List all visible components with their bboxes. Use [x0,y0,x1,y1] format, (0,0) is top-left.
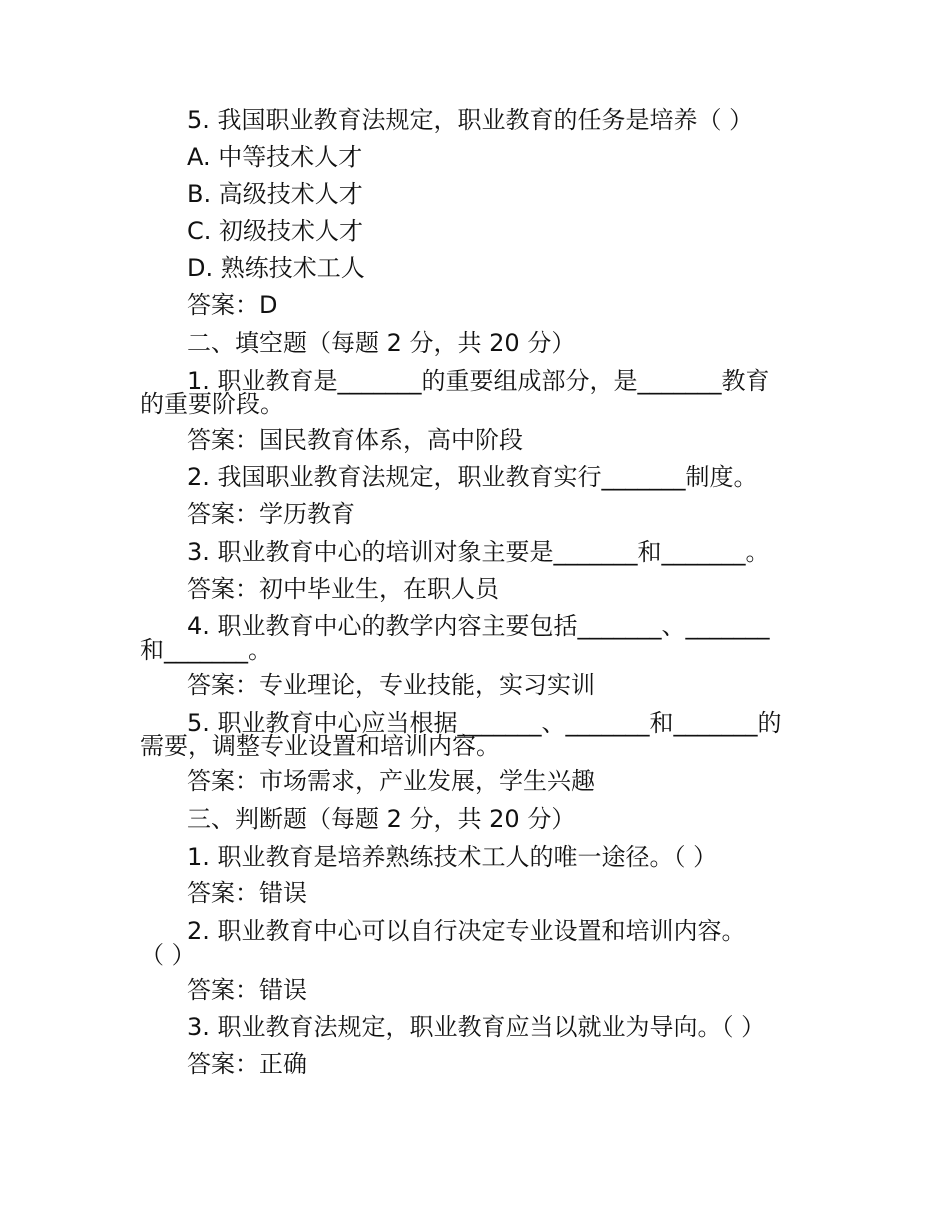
fill-question-4-continued: 和_______。 [140,636,272,664]
question-5-stem: 5. 我国职业教育法规定，职业教育的任务是培养（ ） [187,106,754,134]
fill-question-1: 1. 职业教育是_______的重要组成部分，是_______教育 [187,367,770,395]
section-heading-true-false: 三、判断题（每题 2 分，共 20 分） [187,805,576,833]
tf-answer-1: 答案：错误 [187,879,307,907]
tf-question-3: 3. 职业教育法规定，职业教育应当以就业为导向。（ ） [187,1013,766,1041]
tf-question-1: 1. 职业教育是培养熟练技术工人的唯一途径。（ ） [187,843,718,871]
option-b: B. 高级技术人才 [187,180,363,208]
fill-question-5: 5. 职业教育中心应当根据_______、_______和_______的 [187,709,782,737]
fill-answer-1: 答案：国民教育体系，高中阶段 [187,426,523,454]
answer-mc-5: 答案：D [187,291,278,319]
option-d: D. 熟练技术工人 [187,254,365,282]
fill-answer-2: 答案：学历教育 [187,500,355,528]
section-heading-fill-in: 二、填空题（每题 2 分，共 20 分） [187,329,576,357]
option-c: C. 初级技术人才 [187,217,364,245]
tf-question-2: 2. 职业教育中心可以自行决定专业设置和培训内容。 [187,917,746,945]
fill-answer-3: 答案：初中毕业生，在职人员 [187,575,499,603]
fill-answer-4: 答案：专业理论，专业技能，实习实训 [187,671,595,699]
fill-question-1-continued: 的重要阶段。 [140,390,284,418]
fill-question-2: 2. 我国职业教育法规定，职业教育实行_______制度。 [187,463,758,491]
fill-question-3: 3. 职业教育中心的培训对象主要是_______和_______。 [187,538,770,566]
tf-question-2-continued: （ ） [140,941,196,969]
tf-answer-2: 答案：错误 [187,976,307,1004]
option-a: A. 中等技术人才 [187,143,363,171]
fill-question-4: 4. 职业教育中心的教学内容主要包括_______、_______ [187,612,770,640]
fill-question-5-continued: 需要，调整专业设置和培训内容。 [140,732,500,760]
tf-answer-3: 答案：正确 [187,1050,307,1078]
fill-answer-5: 答案：市场需求，产业发展，学生兴趣 [187,767,595,795]
